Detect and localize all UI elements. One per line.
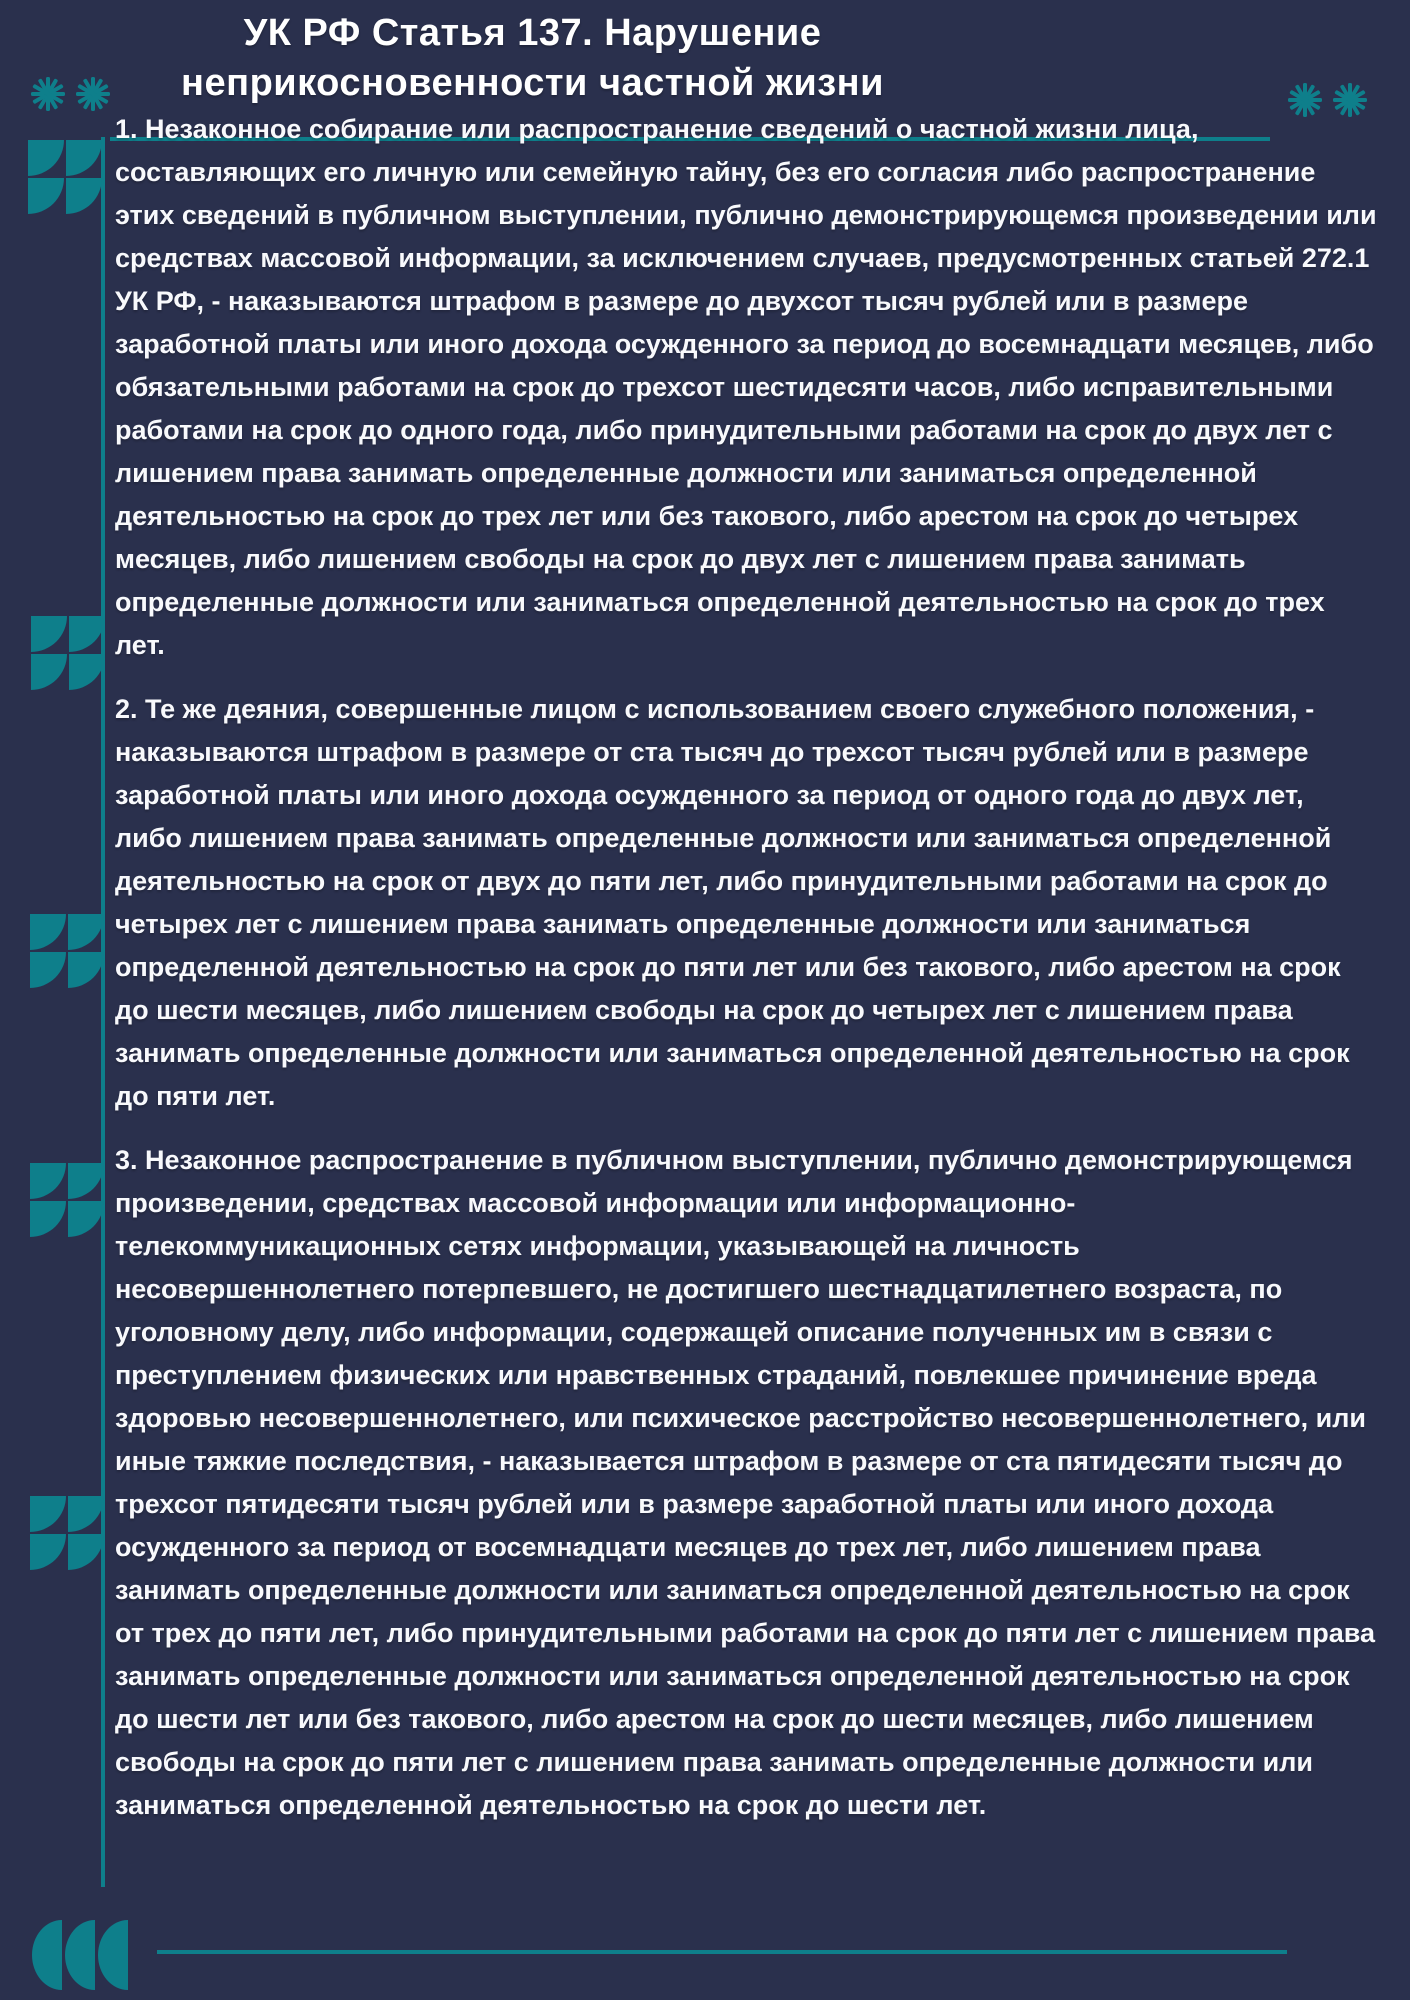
asterisk-icon (75, 76, 111, 112)
quote-icon (28, 140, 102, 216)
quote-icon (30, 914, 104, 990)
triple-chevron-left-icon (32, 1920, 128, 1990)
asterisk-pair-left (30, 76, 111, 112)
page-title-line-1: УК РФ Статья 137. Нарушение (243, 12, 822, 54)
article-paragraph-3: 3. Незаконное распространение в публичном выступлении, публично демонстрирующемся произведении, средствах массовой информации или информационно-телекоммуникационных сетях информации, указывающей на личность несовершеннолетнего потерпевшего, не достигшего шестнадцатилетнего возраста, по уголовному делу, либо информации, содержащей описание полученных им в связи с преступлением физических или нравственных страданий, повлекшее причинение вреда здоровью несовершеннолетнего, или психическое расстройство несовершеннолетнего, или иные тяжкие последствия, - наказывается штрафом в размере от ста пятидесяти тысяч до трехсот пятидесяти тысяч рублей или в размере заработной платы или иного дохода осужденного за период от восемнадцати месяцев до трех лет, либо лишением права занимать определенные должности или заниматься определенной деятельностью на срок от трех до пяти лет, либо принудительными работами на срок до пяти лет с лишением права занимать определенные должности или заниматься определенной деятельностью на срок до шести лет или без такового, либо арестом на срок до шести месяцев, либо лишением свободы на срок до пяти лет с лишением права занимать определенные должности или заниматься определенной деятельностью на срок до шести лет. (115, 1145, 1376, 1820)
asterisk-icon (30, 76, 66, 112)
article-paragraph-1: 1. Незаконное собирание или распространение сведений о частной жизни лица, составляющих его личную или семейную тайну, без его согласия либо распространение этих сведений в публичном выступлении, публично демонстрирующемся произведении или средствах массовой информации, за исключением случаев, предусмотренных статьей 272.1 УК РФ, - наказываются штрафом в размере до двухсот тысяч рублей или в размере заработной платы или иного дохода осужденного за период до восемнадцати месяцев, либо обязательными работами на срок до трехсот шестидесяти часов, либо исправительными работами на срок до одного года, либо принудительными работами на срок до двух лет с лишением права занимать определенные должности или заниматься определенной деятельностью на срок до трех лет или без такового, либо арестом на срок до четырех месяцев, либо лишением свободы на срок до двух лет с лишением права занимать определенные должности или заниматься определенной деятельностью на срок до трех лет. (115, 114, 1377, 660)
content-left-border (101, 137, 105, 1887)
article-paragraph-2: 2. Те же деяния, совершенные лицом с использованием своего служебного положения, - наказываются штрафом в размере от ста тысяч до трехсот тысяч рублей или в размере заработной платы или иного дохода осужденного за период от одного года до двух лет, либо лишением права занимать определенные должности или заниматься определенной деятельностью на срок от двух до пяти лет, либо принудительными работами на срок до четырех лет с лишением права занимать определенные должности или заниматься определенной деятельностью на срок до пяти лет или без такового, либо арестом на срок до шести месяцев, либо лишением свободы на срок до четырех лет с лишением права занимать определенные должности или заниматься определенной деятельностью на срок до пяти лет. (115, 694, 1350, 1111)
page-title-line-2: неприкосновенности частной жизни (181, 62, 884, 104)
quote-icon (31, 616, 105, 692)
quote-icon (30, 1163, 104, 1239)
chevron-half-disc (32, 1920, 62, 1990)
chevron-half-disc (98, 1920, 128, 1990)
footer-divider (157, 1950, 1287, 1954)
page-title (110, 8, 955, 108)
quote-icon (30, 1496, 104, 1572)
article-body (115, 108, 1377, 1848)
chevron-half-disc (65, 1920, 95, 1990)
